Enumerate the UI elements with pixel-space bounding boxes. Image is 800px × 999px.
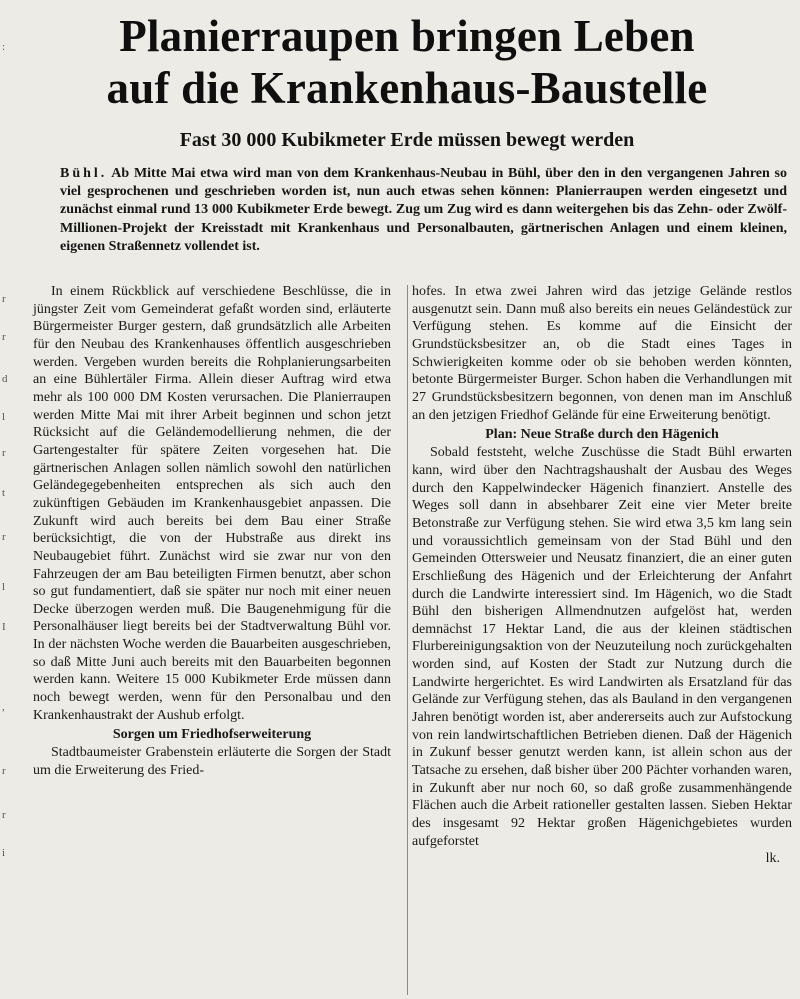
gutter-mark: r <box>2 447 6 459</box>
gutter-mark: r <box>2 531 6 543</box>
subheadline: Fast 30 000 Kubikmeter Erde müssen bewegt werden <box>179 129 635 151</box>
body-paragraph: Sobald feststeht, welche Zuschüsse die Stadt Bühl erwarten kann, wird über den Nachtragshaushalt der Ausbau des Weges durch den Kappelwindecker Hägenich finanziert. Anstelle des Weges soll dann in absehbarer Zeit eine vier Meter breite Betonstraße zur Verfügung stehen. Sie wird etwa 3,5 km lang sein und voraussichtlich gemeinsam von der Stad Bühl und den Gemeinden Ottersweier und Neusatz finanziert, die an einer guten Erschließung des Hägenich und der Erleichterung der Anfahrt durch die Landwirte interessiert sind. Im Hägenich, wo die Stadt Bühl den bisherigen Allmendnutzen aufgelöst hat, werden demnächst 17 Hektar Land, die aus der kleinen städtischen Flurbereinigungsaktion von der Neuzuteilung noch zurückgehalten worden sind, auf Kosten der Stadt zur Nutzung durch die Landwirte hergerichtet. Es wird Landwirten als Ersatzland für das Gelände zur Verfügung stehen, das als Bauland in den vergangenen Jahren benötigt worden ist, aber andererseits auch zur Aufstockung von rein landwirtschaftlichen Betrieben dienen. Daß der Hägenich in Zukunf besser genutzt werden kann, ist allein schon aus der Tatsache zu ersehen, daß bisher über 200 Pächter vorhanden waren, in Zukunft aber nur noch 60, so daß große zusammenhängende Flächen auch die Arbeit rationeller gestalten lassen. Sieben Hektar des insgesamt 92 Hektar großen Hägenichgebietes wurden aufgeforstet <box>412 445 792 849</box>
dateline: Bühl. <box>60 166 108 181</box>
gutter-mark: : <box>2 41 6 53</box>
headline-line-2: auf die Krankenhaus-Baustelle <box>106 63 708 113</box>
section-heading: Sorgen um Friedhofserweiterung <box>112 727 312 743</box>
gutter-mark: r <box>2 331 6 343</box>
gutter-mark: i <box>2 847 6 859</box>
section-heading: Plan: Neue Straße durch den Hägenich <box>485 427 719 443</box>
body-paragraph: Stadtbaumeister Grabenstein erläuterte die Sorgen der Stadt um die Erweiterung des Fried- <box>33 745 391 779</box>
gutter-mark: d <box>2 373 8 385</box>
body-paragraph: In einem Rückblick auf verschiedene Beschlüsse, die in jüngster Zeit vom Gemeinderat gefaßt worden sind, erläuterte Bürgermeister Burger gestern, daß grundsätzlich alle Arbeiten für den Neubau des Krankenhauses öffentlich ausgeschrieben werden. Vergeben wurden bereits die Rohplanierungsarbeiten an eine Bühlertäler Firma. Allein dieser Auftrag wird etwa mehr als 100 000 DM Kosten verursachen. Die Planierraupen werden Mitte Mai mit ihrer Arbeit beginnen und schon jetzt Rücksicht auf die Geländemodellierung nehmen, die der Gartengestalter für spätere Zeiten vorgesehen hat. Die gärtnerischen Anlagen sollen nämlich sowohl den natürlichen Geländegegebenheiten entsprechen als sich auch den zukünftigen Gebäuden im Krankenhausgebiet anpassen. Die Zukunft wird auch bereits bei dem Bau einer Straße berücksichtigt, die von der Hubstraße aus direkt ins Neubaugebiet führt. Zunächst wird sie zwar nur von den Fahrzeugen der am Bau beteiligten Firmen benutzt, aber schon so gut fundamentiert, daß sie später nur noch mit einer neuen Decke überzogen werden muß. Die Baugenehmigung für die Personalhäuser liegt bereits bei der Stadtverwaltung Bühl vor. In der nächsten Woche werden die Bauarbeiten ausgeschrieben, so daß Mitte Juni auch bereits mit den Bauarbeiten begonnen werden kann. Weitere 15 000 Kubikmeter Erde müssen dann noch bewegt werden, wenn für den Personalbau und den Krankenhaustrakt der Aushub erfolgt. <box>33 284 391 723</box>
right-column <box>412 283 792 868</box>
gutter-mark: r <box>2 765 6 777</box>
author-byline: lk. <box>765 851 780 867</box>
body-paragraph: hofes. In etwa zwei Jahren wird das jetzige Gelände restlos ausgenutzt sein. Dann muß also bereits ein neues Geländestück zur Verfügung stehen. Es komme auf die Einsicht der Grundstücksbesitzer an, ob die Stadt eines Tages in Schwierigkeiten komme oder ob sie behoben werden könnten, betonte Bürgermeister Burger. Schon haben die Verhandlungen mit 27 Grundstücksbesitzern begonnen, von denen man im Anschluß an den jetzigen Friedhof Gelände für eine Erweiterung benötigt. <box>412 284 792 423</box>
gutter-mark: l <box>2 581 6 593</box>
gutter-mark: , <box>2 701 5 713</box>
gutter-mark: t <box>2 487 6 499</box>
headline-line-1: Planierraupen bringen Leben <box>119 11 695 61</box>
lead-paragraph <box>60 165 787 256</box>
gutter-mark: I <box>2 621 6 633</box>
left-column <box>33 283 391 780</box>
gutter-mark: r <box>2 293 6 305</box>
gutter-mark: r <box>2 809 6 821</box>
lead-text: Ab Mitte Mai etwa wird man von dem Krankenhaus-Neubau in Bühl, über den in den vergangenen Jahren so viel gesprochenen und geschrieben worden ist, nun auch etwas sehen können: Planierraupen werden eingesetzt und zunächst einmal rund 13 000 Kubikmeter Erde bewegt. Zug um Zug wird es dann weitergehen bis das Zehn- oder Zwölf-Millionen-Projekt der Kreisstadt mit Krankenhaus und Personalbauten, gärtnerischen Anlagen und einem kleinen, eigenen Straßennetz vollendet ist. <box>60 166 787 254</box>
column-divider <box>407 285 408 995</box>
headline <box>22 10 792 114</box>
gutter-mark: l <box>2 411 6 423</box>
